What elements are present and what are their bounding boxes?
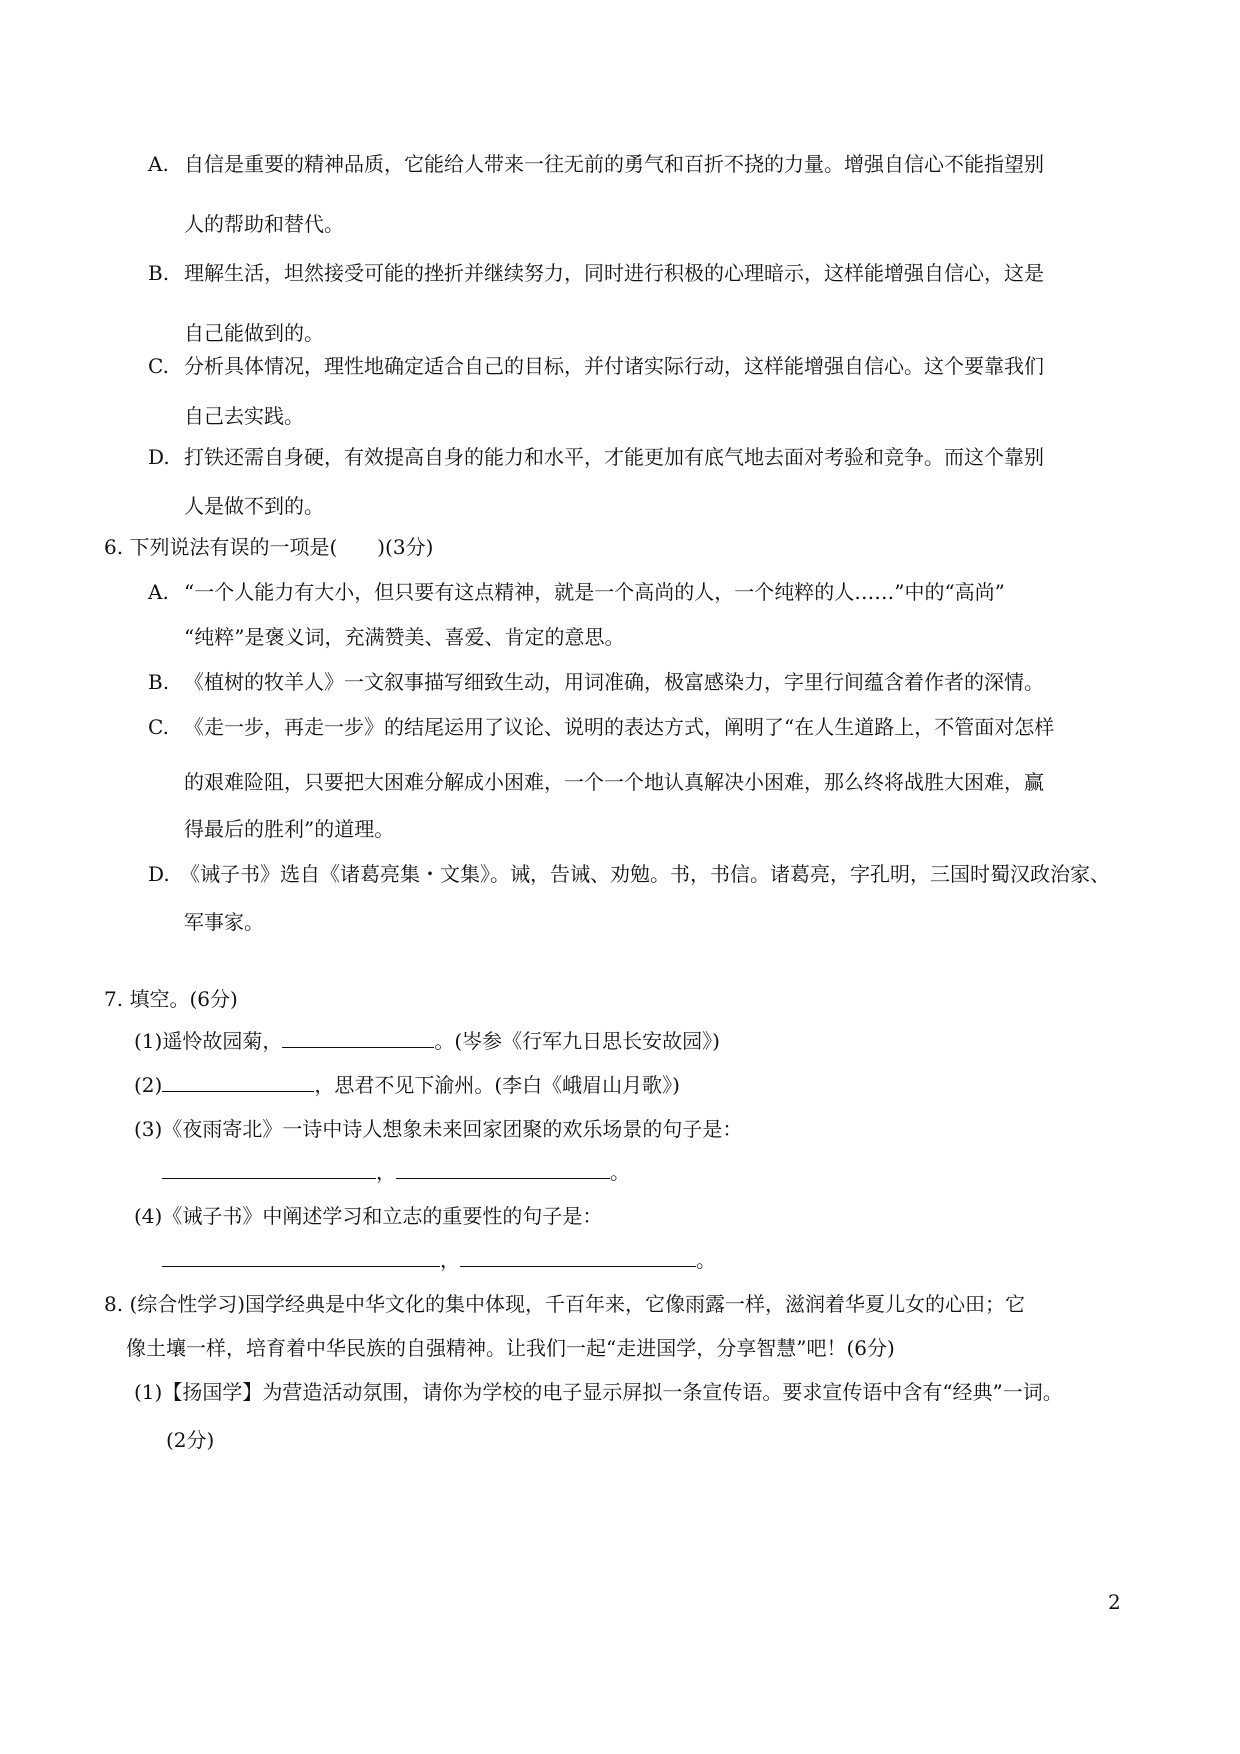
- q6-stem: 6. 下列说法有误的一项是( )(3分): [104, 535, 434, 559]
- q7-item-1: [134, 1027, 720, 1055]
- q7-blank-3a[interactable]: [162, 1158, 376, 1179]
- q5-option-d-label: D.: [148, 445, 170, 469]
- q7-item-2-prefix: (2): [134, 1073, 163, 1097]
- q7-item-4-end: 。: [696, 1248, 716, 1272]
- q7-item-4-separator: ，: [440, 1248, 460, 1272]
- q8-subquestion-1: (1)【扬国学】为营造活动氛围，请你为学校的电子显示屏拟一条宣传语。要求宣传语中含有“经典”一词。: [134, 1380, 1063, 1404]
- q7-item-4-blanks: [162, 1246, 716, 1274]
- q6-option-a-label: A.: [148, 580, 169, 604]
- q7-item-3-separator: ，: [376, 1160, 396, 1184]
- q5-option-b-text-cont: 自己能做到的。: [184, 321, 324, 345]
- q7-item-1-suffix: 。(岑参《行军九日思长安故园》): [434, 1029, 720, 1053]
- q7-item-3-blanks: [162, 1158, 630, 1186]
- q6-option-b-label: B.: [148, 670, 170, 694]
- q6-option-b-text: 《植树的牧羊人》一文叙事描写细致生动，用词准确，极富感染力，字里行间蕴含着作者的深情。: [184, 670, 1044, 694]
- q5-option-c-text-cont: 自己去实践。: [184, 404, 304, 428]
- q5-option-a-label: A.: [148, 152, 169, 176]
- q6-option-d-text: 《诫子书》选自《诸葛亮集・文集》。诫，告诫、劝勉。书，书信。诸葛亮，字孔明，三国时蜀汉政治家、: [180, 862, 1110, 886]
- q6-option-c-text-cont2: 得最后的胜利”的道理。: [184, 817, 395, 841]
- q7-item-2: [134, 1071, 680, 1099]
- q7-blank-3b[interactable]: [396, 1158, 610, 1179]
- q7-blank-4b[interactable]: [460, 1246, 696, 1267]
- q8-stem-line-1: 8. (综合性学习)国学经典是中华文化的集中体现，千百年来，它像雨露一样，滋润着华夏儿女的心田；它: [104, 1292, 1026, 1316]
- q5-option-b-label: B.: [148, 261, 170, 285]
- q6-option-a-text-cont: “纯粹”是褒义词，充满赞美、喜爱、肯定的意思。: [184, 625, 625, 649]
- q6-option-c-label: C.: [148, 715, 169, 739]
- q5-option-d-text-cont: 人是做不到的。: [184, 494, 324, 518]
- q7-item-2-suffix: ，思君不见下渝州。(李白《峨眉山月歌》): [314, 1073, 680, 1097]
- q5-option-c-text: 分析具体情况，理性地确定适合自己的目标，并付诸实际行动，这样能增强自信心。这个要靠我们: [184, 354, 1044, 378]
- q7-item-1-prefix: (1)遥怜故园菊，: [134, 1029, 283, 1053]
- q6-option-c-text: 《走一步，再走一步》的结尾运用了议论、说明的表达方式，阐明了“在人生道路上，不管面对怎样: [184, 715, 1055, 739]
- q5-option-a-text: 自信是重要的精神品质，它能给人带来一往无前的勇气和百折不挠的力量。增强自信心不能指望别: [184, 152, 1044, 176]
- q7-blank-2[interactable]: [162, 1071, 314, 1092]
- page-number: 2: [1108, 1590, 1121, 1614]
- q6-option-a-text: “一个人能力有大小，但只要有这点精神，就是一个高尚的人，一个纯粹的人……”中的“高尚”: [184, 580, 1005, 604]
- q6-option-d-label: D.: [148, 862, 170, 886]
- q7-item-4: (4)《诫子书》中阐述学习和立志的重要性的句子是：: [134, 1204, 603, 1228]
- q5-option-a-text-cont: 人的帮助和替代。: [184, 212, 344, 236]
- q6-option-d-text-cont: 军事家。: [184, 910, 264, 934]
- q5-option-c-label: C.: [148, 354, 169, 378]
- q7-item-3: (3)《夜雨寄北》一诗中诗人想象未来回家团聚的欢乐场景的句子是：: [134, 1117, 743, 1141]
- q7-stem: 7. 填空。(6分): [104, 987, 238, 1011]
- q8-subquestion-1-score: (2分): [166, 1428, 215, 1452]
- q7-item-3-end: 。: [610, 1160, 630, 1184]
- q7-blank-1[interactable]: [282, 1027, 434, 1048]
- q6-option-c-text-cont: 的艰难险阻，只要把大困难分解成小困难，一个一个地认真解决小困难，那么终将战胜大困难，赢: [184, 770, 1044, 794]
- q7-blank-4a[interactable]: [162, 1246, 440, 1267]
- q8-stem-line-2: 像土壤一样，培育着中华民族的自强精神。让我们一起“走进国学，分享智慧”吧！(6分): [126, 1336, 895, 1360]
- q5-option-b-text: 理解生活，坦然接受可能的挫折并继续努力，同时进行积极的心理暗示，这样能增强自信心，这是: [184, 261, 1044, 285]
- q5-option-d-text: 打铁还需自身硬，有效提高自身的能力和水平，才能更加有底气地去面对考验和竞争。而这个靠别: [184, 445, 1044, 469]
